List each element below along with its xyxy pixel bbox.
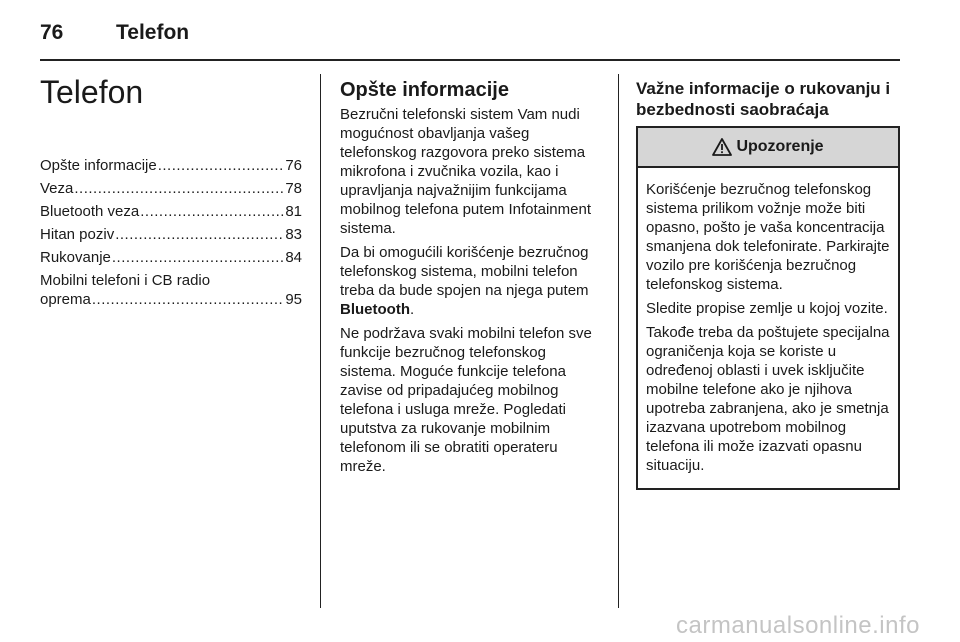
toc-item-page: 78 (285, 180, 302, 197)
bluetooth-term: Bluetooth (340, 301, 410, 318)
warning-title: Upozorenje (736, 138, 824, 155)
toc-item[interactable] (40, 177, 302, 200)
toc-item[interactable] (40, 246, 302, 269)
toc-item-page: 83 (285, 226, 302, 243)
toc-item-label-line2: oprema (40, 291, 91, 308)
warning-paragraph-1: Korišćenje bezručnog telefonskog sistema prilikom vožnje može biti opasno, pošto je vaša koncentracija smanjena dok telefonirate. Parkirajte vozilo pre korišćenja bezručnog telefonskog sistema. (646, 181, 890, 293)
safety-title: Važne informacije o rukovanju i bezbednosti saobraćaja (636, 79, 891, 119)
toc-item-page: 76 (285, 157, 302, 174)
toc-item-page: 81 (285, 203, 302, 220)
column-divider-2 (618, 74, 619, 608)
toc-column (40, 72, 302, 309)
toc-item-line2 (40, 290, 302, 309)
toc-leader (112, 246, 284, 269)
toc-leader (74, 177, 284, 200)
toc-item-label: Bluetooth veza (40, 203, 140, 220)
toc-item[interactable] (40, 223, 302, 246)
general-paragraph-2 (340, 243, 604, 319)
toc-leader (140, 200, 284, 223)
header-rule (40, 59, 900, 61)
toc-item[interactable] (40, 200, 302, 223)
toc-leader (115, 223, 284, 246)
toc-item-label: Veza (40, 180, 74, 197)
toc-item-page: 84 (285, 249, 302, 266)
general-paragraph-2-end: . (409, 301, 415, 318)
header-title: Telefon (116, 21, 190, 44)
toc-item-label: Rukovanje (40, 249, 111, 266)
section-title: Opšte informacije (340, 79, 509, 101)
toc-item-label-line1: Mobilni telefoni i CB radio (40, 272, 211, 289)
toc-item-multiline[interactable] (40, 271, 302, 309)
watermark: carmanualsonline.info (676, 612, 920, 639)
warning-header (638, 128, 898, 168)
general-paragraph-3: Ne podržava svaki mobilni telefon sve funkcije bezručnog telefonskog sistema. Moguće funkcije telefona zavise od pripadajućeg mobilnog telefona i usluga mreže. Pogledati uputstva za rukovanje mobilnim telefonom ili se obratiti operateru mreže. (340, 325, 592, 475)
chapter-title: Telefon (40, 74, 144, 110)
warning-box (636, 126, 900, 490)
warning-paragraph-2: Sledite propise zemlje u kojoj vozite. (646, 300, 888, 317)
toc-item[interactable] (40, 154, 302, 177)
column-divider-1 (320, 74, 321, 608)
toc-item-label: Opšte informacije (40, 157, 157, 174)
general-paragraph-2-text: Da bi omogućili korišćenje bezručnog telefonskog sistema, mobilni telefon treba da bude spojen na njega putem (340, 244, 589, 299)
page-header (40, 18, 189, 48)
toc-item-label: Hitan poziv (40, 226, 115, 243)
warning-triangle-icon (712, 138, 732, 156)
warning-paragraph-3: Takođe treba da poštujete specijalna ograničenja koja se koriste u određenoj oblasti i uvek isključite mobilne telefone ako je njihova upotreba zabranjena, ako je smetnja izazvana upotrebom mobilnog telefona ili može izazvati opasnu situaciju. (646, 324, 890, 474)
safety-column (636, 78, 900, 490)
toc-leader (92, 290, 284, 309)
toc-leader (158, 154, 285, 177)
general-info-column (340, 78, 604, 481)
toc-item-page: 95 (285, 291, 302, 308)
page-number: 76 (40, 21, 64, 44)
general-paragraph-1: Bezručni telefonski sistem Vam nudi mogućnost obavljanja vašeg telefonskog razgovora preko sistema mikrofona i zvučnika vozila, kao i upravljanja najvažnijim funkcijama mobilnog telefona putem Infotainment sistema. (340, 106, 591, 237)
warning-body (638, 168, 898, 488)
